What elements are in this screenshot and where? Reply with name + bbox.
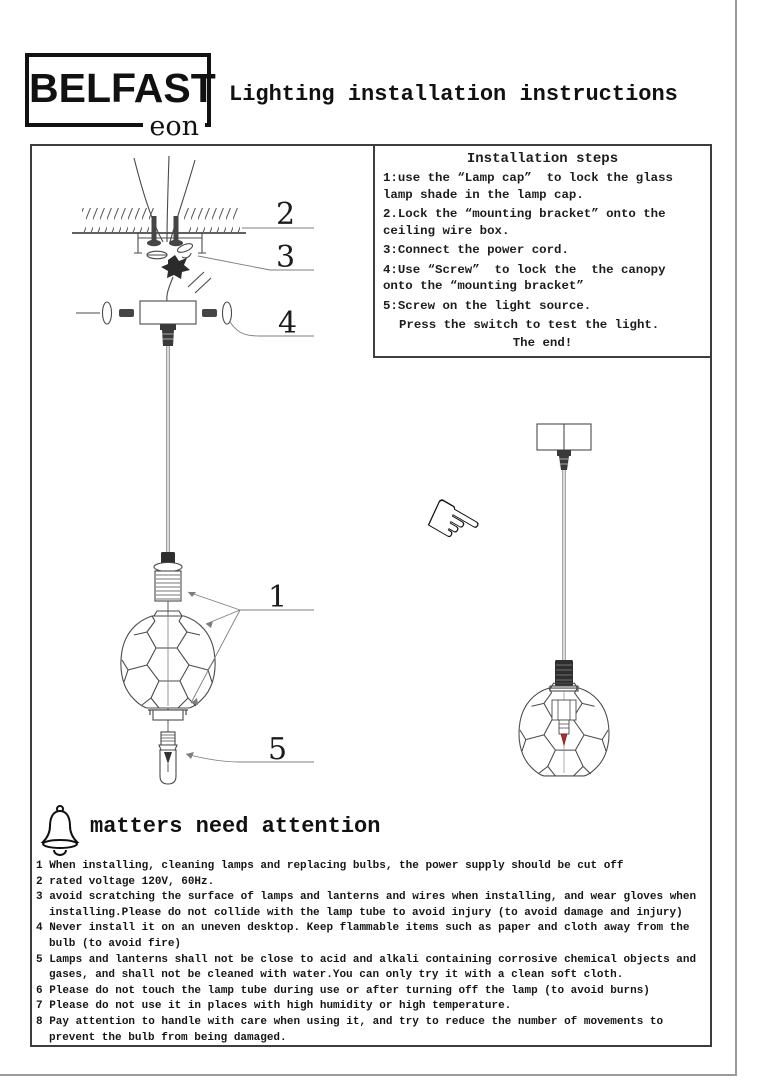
attention-list	[36, 859, 708, 1046]
page-edge-right	[735, 0, 737, 1076]
attention-item-8: 8 Pay attention to handle with care when using it, and try to reduce the number of movements to prevent the bulb from being damaged.	[36, 1015, 664, 1044]
step-5: 5:Screw on the light source.	[383, 298, 592, 313]
steps-title: Installation steps	[466, 151, 619, 167]
step-3: 3:Connect the power cord.	[383, 243, 569, 257]
exploded-view	[72, 156, 246, 784]
attention-item-4: 4 Never install it on an uneven desktop. Keep flammable items such as paper and cloth away from the bulb (to avoid fire)	[36, 922, 690, 950]
brand-logo	[25, 53, 216, 142]
step-2: 2.Lock the “mounting bracket” onto the ceiling wire box.	[383, 207, 673, 238]
installation-steps-panel	[373, 144, 712, 358]
part-label-5: 5	[268, 732, 288, 767]
page-edge-bottom	[0, 1074, 737, 1076]
part-label-2: 2	[276, 197, 296, 232]
attention-item-5: 5 Lamps and lanterns shall not be close to acid and alkali containing corrosive chemical objects and gases, and shall not be cleaned with water.You can only try it with a clean soft cloth.	[36, 953, 697, 982]
attention-title: matters need attention	[90, 814, 381, 839]
steps-closing-line: Press the switch to test the light.	[399, 318, 660, 332]
part-label-4: 4	[278, 306, 298, 341]
steps-end-line: The end!	[512, 336, 573, 350]
step-1: 1:use the “Lamp cap” to lock the glass lamp shade in the lamp cap.	[383, 171, 681, 202]
attention-item-7: 7 Please do not use it in places with high humidity or high temperature.	[36, 1000, 512, 1013]
step-4: 4:Use “Screw” to lock the the canopy onto the “mounting bracket”	[383, 262, 673, 293]
attention-item-6: 6 Please do not touch the lamp tube during use or after turning off the lamp (to avoid burns)	[36, 984, 650, 997]
page-title: Lighting installation instructions	[229, 82, 678, 107]
brand-name: BELFAST	[29, 65, 216, 111]
part-label-1: 1	[268, 580, 288, 615]
attention-item-2: 2 rated voltage 120V, 60Hz.	[36, 875, 215, 888]
attention-item-3: 3 avoid scratching the surface of lamps and lanterns and wires when installing, and wear gloves when installing.Please do not collide with the lamp tube to avoid injury (to avoid damage and injury)	[36, 891, 697, 919]
brand-subname: eon	[143, 113, 205, 140]
attention-item-1: 1 When installing, cleaning lamps and replacing bulbs, the power supply should be cut off	[36, 860, 624, 872]
bell-icon	[36, 804, 84, 856]
assembled-lamp	[519, 424, 609, 776]
pointing-hand-icon: ☞	[409, 476, 497, 570]
part-label-3: 3	[276, 240, 296, 275]
part-numbers	[268, 197, 297, 767]
